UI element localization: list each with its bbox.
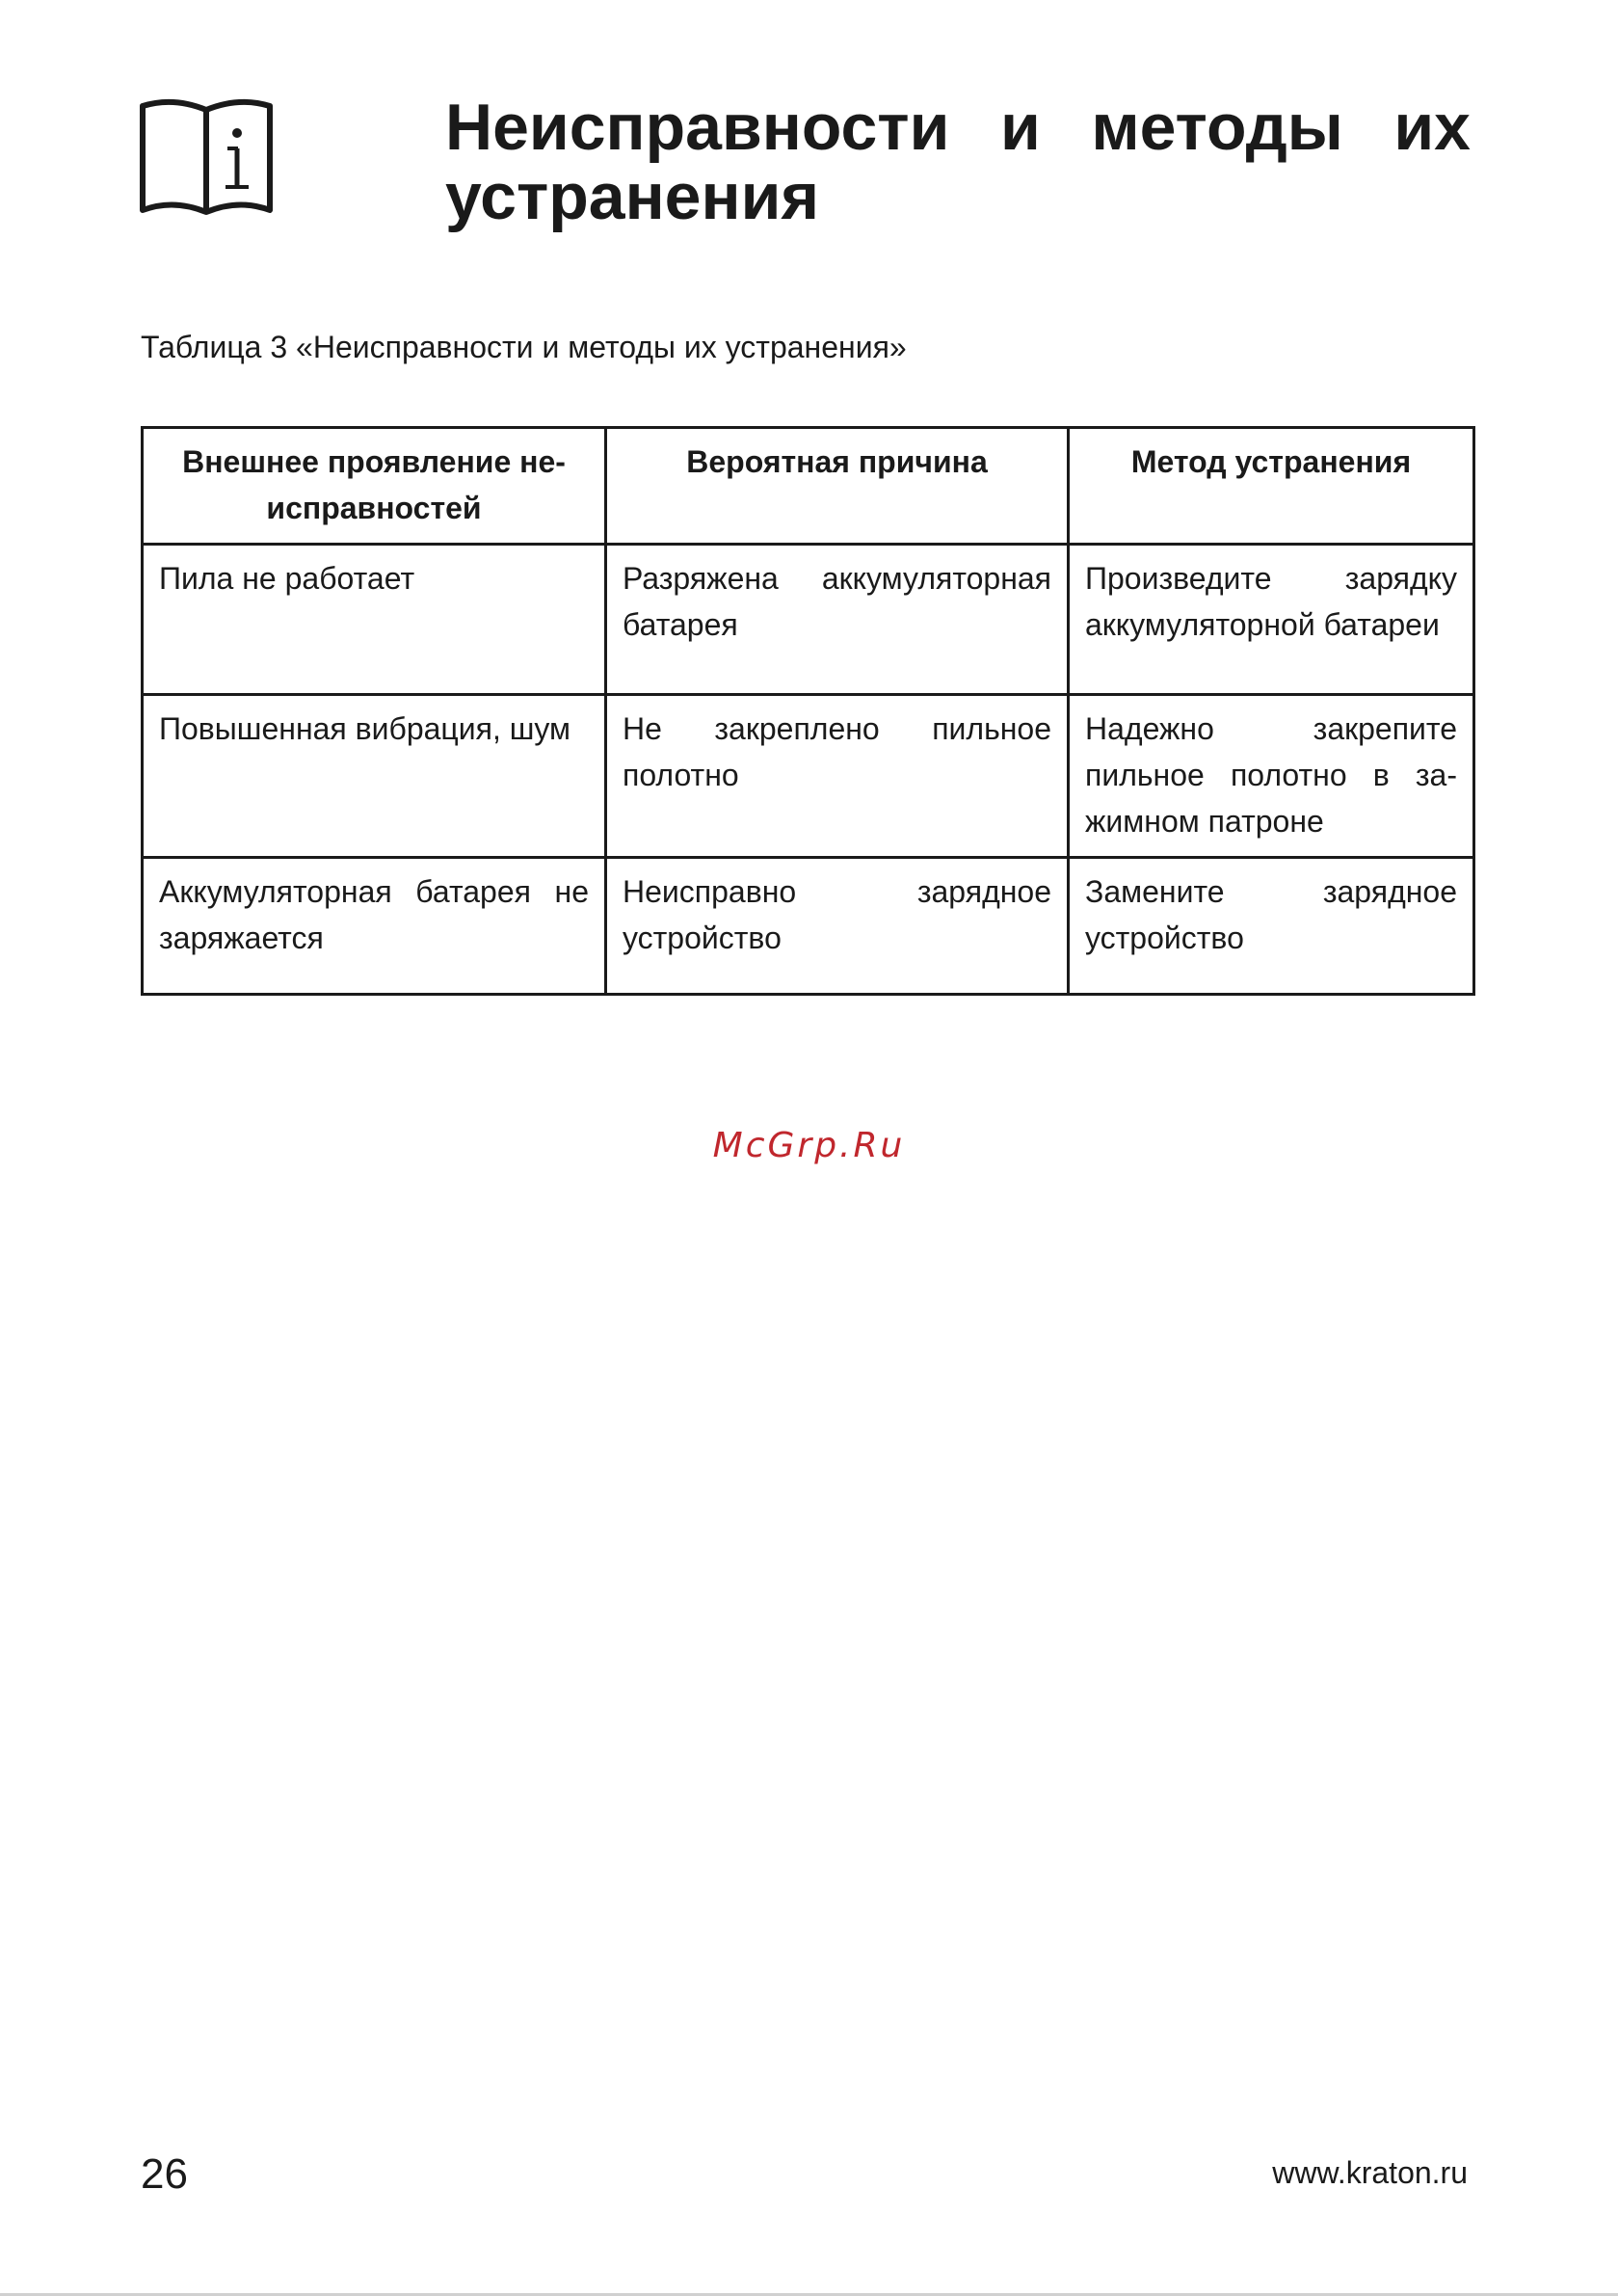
page-title bbox=[445, 93, 1471, 231]
cell-remedy: Надежно закрепите пильное полотно в зажимном патроне bbox=[1069, 695, 1474, 858]
cell-cause: Неисправно зарядное устройство bbox=[606, 858, 1069, 995]
page-title-line-1: Неисправности и методы их bbox=[445, 91, 1471, 164]
table-caption: Таблица 3 «Неисправности и методы их устранения» bbox=[141, 330, 907, 364]
site-url: www.kraton.ru bbox=[1272, 2155, 1468, 2190]
cell-remedy: Замените зарядное устройство bbox=[1069, 858, 1474, 995]
table-row bbox=[143, 695, 1474, 858]
page-title-line-2: устранения bbox=[445, 160, 820, 233]
header-cause: Вероятная причина bbox=[606, 428, 1069, 545]
table-header-row bbox=[143, 428, 1474, 545]
cell-symptom: Повышенная вибрация, шум bbox=[143, 695, 606, 858]
header-remedy: Метод устранения bbox=[1069, 428, 1474, 545]
watermark: McGrp.Ru bbox=[712, 1126, 906, 1165]
troubleshooting-table bbox=[141, 426, 1475, 996]
page-number: 26 bbox=[141, 2150, 188, 2198]
cell-symptom: Аккумуляторная батарея не заряжается bbox=[143, 858, 606, 995]
header-symptom: Внешнее проявление неисправностей bbox=[143, 428, 606, 545]
cell-cause: Разряжена аккумуляторная батарея bbox=[606, 545, 1069, 695]
cell-remedy: Произведите зарядку аккумуляторной батареи bbox=[1069, 545, 1474, 695]
cell-cause: Не закреплено пильное полотно bbox=[606, 695, 1069, 858]
table-row bbox=[143, 858, 1474, 995]
table-row bbox=[143, 545, 1474, 695]
book-info-icon bbox=[139, 98, 274, 218]
cell-symptom: Пила не работает bbox=[143, 545, 606, 695]
